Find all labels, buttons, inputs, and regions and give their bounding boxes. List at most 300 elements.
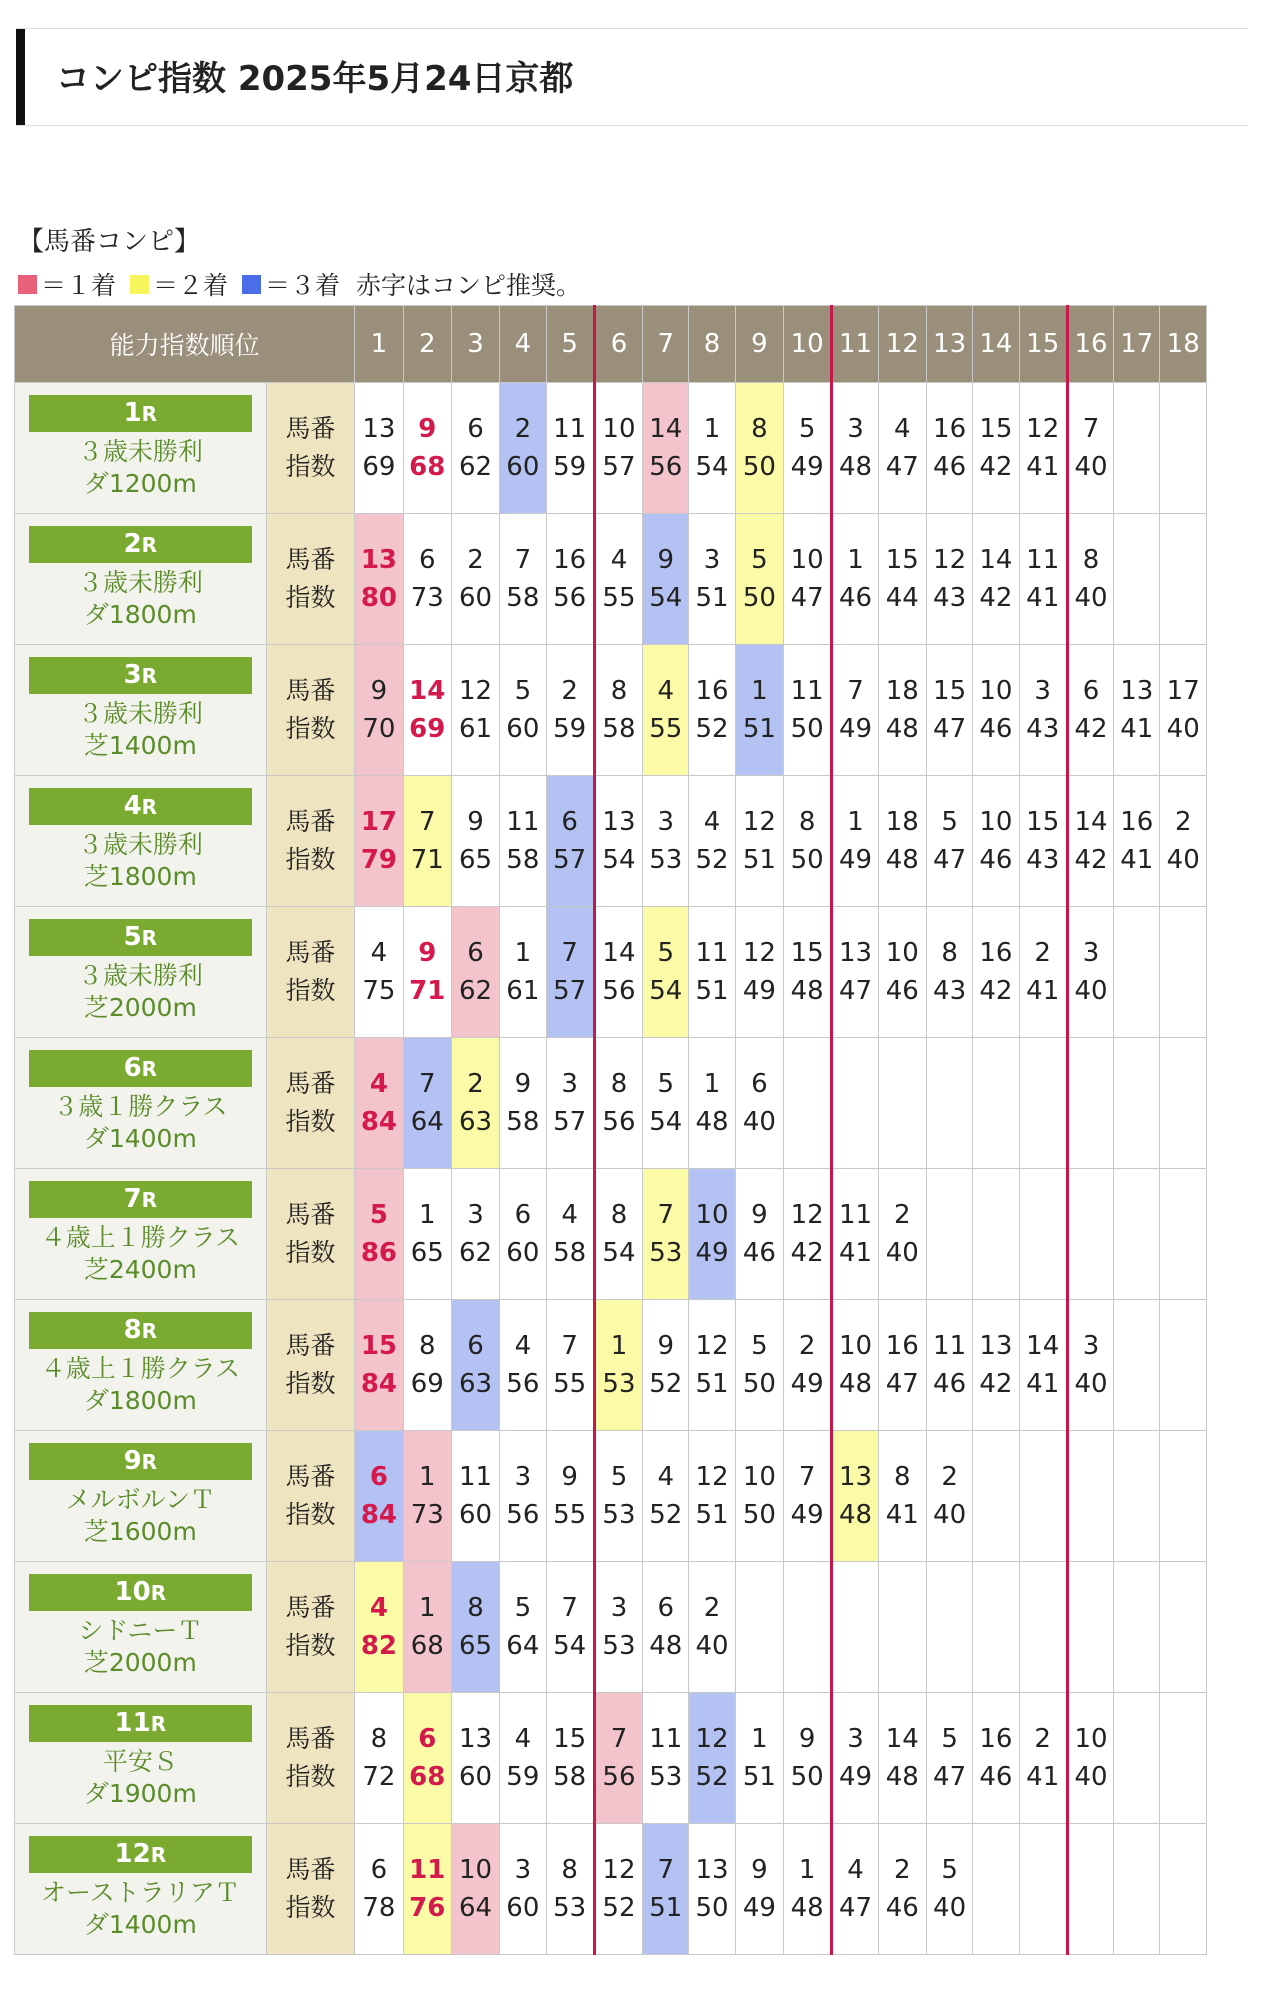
horse-index: 50 (790, 714, 824, 744)
horse-number-label: 馬番 (285, 414, 336, 443)
horse-number: 17 (360, 807, 398, 837)
horse-number: 7 (418, 1069, 436, 1099)
horse-index: 58 (506, 845, 540, 875)
horse-index: 48 (790, 976, 824, 1006)
horse-index: 46 (933, 1369, 967, 1399)
race-number-suffix: R (141, 664, 158, 688)
horse-index: 57 (553, 1107, 587, 1137)
horse-number: 16 (933, 414, 967, 444)
horse-number: 8 (610, 1069, 628, 1099)
combi-cell (546, 383, 594, 514)
horse-number: 10 (979, 807, 1013, 837)
horse-number: 3 (467, 1200, 484, 1230)
combi-cell (784, 1038, 832, 1169)
horse-number: 8 (751, 414, 768, 444)
race-info-cell (15, 383, 267, 514)
horse-number: 5 (610, 1462, 628, 1492)
combi-cell (500, 1824, 546, 1955)
combi-cell (689, 514, 735, 645)
combi-cell (355, 1431, 403, 1562)
horse-index: 57 (602, 452, 636, 482)
rank-column-header: 17 (1114, 306, 1160, 383)
combi-cell (832, 645, 878, 776)
combi-cell (451, 907, 499, 1038)
horse-number: 3 (1034, 676, 1051, 706)
horse-number: 6 (418, 545, 436, 575)
combi-cell (1067, 776, 1113, 907)
horse-index: 58 (553, 1762, 587, 1792)
horse-number: 11 (838, 1200, 873, 1230)
combi-cell (500, 776, 546, 907)
horse-index: 78 (362, 1893, 396, 1923)
combi-cell (878, 1431, 926, 1562)
race-row (15, 776, 1207, 907)
horse-number: 10 (742, 1462, 776, 1492)
horse-number: 9 (514, 1069, 532, 1099)
title-accent (16, 29, 25, 125)
race-name: ３歳未勝利 (77, 961, 203, 990)
horse-index: 84 (360, 1107, 398, 1137)
horse-number: 8 (798, 807, 816, 837)
horse-index: 51 (742, 845, 776, 875)
combi-cell (403, 776, 451, 907)
horse-number: 9 (657, 545, 675, 575)
horse-number: 17 (1166, 676, 1200, 706)
combi-cell (1067, 514, 1113, 645)
horse-number: 13 (360, 545, 398, 575)
horse-number: 4 (514, 1724, 532, 1754)
horse-number: 12 (695, 1331, 729, 1361)
horse-number: 3 (514, 1855, 532, 1885)
horse-number: 5 (941, 807, 958, 837)
race-course: 芝1800m (83, 862, 197, 891)
combi-cell (1019, 1693, 1067, 1824)
combi-cell (355, 514, 403, 645)
rank-column-header: 11 (832, 306, 878, 383)
horse-number: 18 (885, 676, 919, 706)
combi-cell (546, 1824, 594, 1955)
horse-number: 8 (467, 1593, 484, 1623)
row-label-cell (266, 1431, 355, 1562)
horse-index: 56 (506, 1500, 540, 1530)
horse-number: 6 (751, 1069, 768, 1099)
horse-index: 57 (553, 976, 587, 1006)
combi-cell (973, 645, 1019, 776)
combi-cell (355, 1562, 403, 1693)
horse-index: 47 (933, 1762, 967, 1792)
horse-number-label: 馬番 (285, 545, 336, 574)
horse-index: 48 (790, 1893, 824, 1923)
horse-number: 12 (1026, 414, 1060, 444)
race-name: ４歳上１勝クラス (40, 1354, 240, 1383)
horse-number: 7 (1082, 414, 1100, 444)
horse-number-label: 馬番 (285, 1462, 336, 1491)
combi-cell (594, 514, 642, 645)
horse-number: 9 (751, 1200, 768, 1230)
horse-index: 43 (933, 583, 967, 613)
horse-index: 58 (602, 714, 636, 744)
race-number-suffix: R (141, 533, 158, 557)
horse-index: 69 (362, 452, 396, 482)
race-number-badge[interactable] (29, 395, 252, 432)
race-course: ダ1900m (83, 1779, 197, 1808)
index-label: 指数 (285, 845, 336, 874)
horse-index: 46 (979, 1762, 1013, 1792)
horse-index: 42 (979, 583, 1013, 613)
horse-index: 72 (362, 1762, 396, 1792)
horse-number: 7 (798, 1462, 816, 1492)
horse-number: 10 (1074, 1724, 1108, 1754)
horse-number: 13 (695, 1855, 729, 1885)
combi-cell (926, 1824, 972, 1955)
race-number-suffix: R (150, 1843, 167, 1867)
combi-cell (1067, 1693, 1113, 1824)
combi-cell (832, 1693, 878, 1824)
combi-cell (689, 1300, 735, 1431)
horse-index: 41 (885, 1500, 919, 1530)
race-number-badge[interactable] (29, 1312, 252, 1349)
race-name: シドニーＴ (78, 1616, 203, 1645)
horse-number: 2 (467, 545, 484, 575)
horse-number: 14 (1074, 807, 1108, 837)
horse-index: 43 (1026, 714, 1060, 744)
horse-index: 54 (649, 1107, 683, 1137)
combi-cell (643, 1169, 689, 1300)
horse-number: 6 (418, 1724, 437, 1754)
horse-index: 59 (506, 1762, 540, 1792)
horse-index: 69 (410, 1369, 444, 1399)
combi-cell (832, 1169, 878, 1300)
horse-index: 46 (885, 976, 919, 1006)
horse-index: 41 (1026, 1762, 1060, 1792)
combi-cell (355, 1169, 403, 1300)
horse-index: 79 (360, 845, 398, 875)
combi-cell (451, 1562, 499, 1693)
combi-cell (1067, 907, 1113, 1038)
row-label-cell (266, 645, 355, 776)
combi-cell (926, 907, 972, 1038)
horse-number: 1 (751, 676, 768, 706)
legend (18, 266, 581, 302)
combi-cell (1160, 383, 1207, 514)
horse-number: 2 (467, 1069, 484, 1099)
race-number-badge[interactable] (29, 1443, 252, 1480)
combi-cell (784, 1169, 832, 1300)
race-info-cell (15, 776, 267, 907)
legend-label-2nd: ＝２着 (153, 271, 229, 300)
combi-cell (832, 776, 878, 907)
combi-cell (403, 383, 451, 514)
horse-number-label: 馬番 (285, 1724, 336, 1753)
combi-cell (1019, 514, 1067, 645)
race-row (15, 514, 1207, 645)
race-number-badge[interactable] (29, 1050, 252, 1087)
race-number: 6 (123, 1053, 142, 1083)
combi-cell (1019, 1300, 1067, 1431)
horse-index: 60 (459, 1762, 493, 1792)
horse-index: 53 (602, 1369, 636, 1399)
combi-cell (926, 1562, 972, 1693)
horse-number: 1 (514, 938, 532, 968)
horse-index: 51 (695, 1500, 729, 1530)
combi-cell (643, 383, 689, 514)
horse-index: 46 (742, 1238, 776, 1268)
legend-label-3rd: ＝３着 (265, 271, 341, 300)
combi-cell (735, 907, 783, 1038)
combi-cell (878, 1693, 926, 1824)
combi-cell (1160, 1038, 1207, 1169)
horse-number: 1 (751, 1724, 768, 1754)
combi-cell (451, 776, 499, 907)
horse-number: 3 (610, 1593, 628, 1623)
race-number-badge[interactable] (29, 657, 252, 694)
horse-index: 51 (742, 1762, 776, 1792)
combi-cell (878, 1169, 926, 1300)
combi-cell (1019, 776, 1067, 907)
combi-cell (403, 1038, 451, 1169)
horse-index: 68 (410, 1631, 444, 1661)
horse-index: 53 (649, 845, 683, 875)
horse-index: 52 (695, 714, 729, 744)
row-label-cell (266, 1300, 355, 1431)
horse-index: 55 (553, 1500, 587, 1530)
horse-number: 14 (602, 938, 636, 968)
horse-number: 11 (553, 414, 587, 444)
combi-cell (878, 645, 926, 776)
horse-number: 15 (885, 545, 919, 575)
combi-cell (451, 383, 499, 514)
combi-cell (926, 383, 972, 514)
section-title: 【馬番コンピ】 (18, 227, 201, 257)
combi-cell (403, 1824, 451, 1955)
race-course: ダ1800m (83, 600, 197, 629)
race-number: 9 (123, 1446, 142, 1476)
race-number: 4 (123, 791, 142, 821)
rank-column-header: 10 (784, 306, 832, 383)
horse-index: 49 (838, 1762, 873, 1792)
combi-cell (643, 1693, 689, 1824)
horse-index: 58 (506, 1107, 540, 1137)
race-number-suffix: R (141, 1319, 158, 1343)
horse-number: 4 (514, 1331, 532, 1361)
combi-cell (689, 907, 735, 1038)
horse-index: 41 (1120, 845, 1154, 875)
combi-cell (926, 1300, 972, 1431)
combi-cell (689, 645, 735, 776)
combi-cell (926, 1693, 972, 1824)
horse-number: 4 (561, 1200, 578, 1230)
race-number-badge[interactable] (29, 788, 252, 825)
horse-number: 11 (933, 1331, 967, 1361)
horse-number-label: 馬番 (285, 676, 336, 705)
combi-cell (926, 1038, 972, 1169)
combi-cell (1114, 907, 1160, 1038)
horse-number: 14 (649, 414, 683, 444)
horse-index: 42 (979, 452, 1013, 482)
combi-cell (643, 645, 689, 776)
combi-cell (784, 907, 832, 1038)
combi-cell (878, 776, 926, 907)
horse-index: 49 (790, 1500, 824, 1530)
horse-index: 40 (1166, 714, 1200, 744)
horse-index: 50 (742, 1369, 776, 1399)
combi-cell (1067, 1038, 1113, 1169)
horse-number: 11 (409, 1855, 446, 1885)
horse-number: 4 (610, 545, 628, 575)
combi-cell (594, 1300, 642, 1431)
horse-index: 47 (885, 1369, 919, 1399)
horse-index: 40 (1074, 583, 1108, 613)
horse-number: 6 (561, 807, 578, 837)
horse-index: 65 (459, 845, 493, 875)
combi-cell (735, 383, 783, 514)
horse-index: 53 (649, 1238, 683, 1268)
combi-cell (1019, 907, 1067, 1038)
combi-cell (355, 1824, 403, 1955)
horse-index: 59 (553, 714, 587, 744)
race-number-badge[interactable] (29, 1574, 252, 1611)
race-number-badge[interactable] (29, 1836, 252, 1873)
horse-index: 56 (602, 1762, 636, 1792)
horse-index: 68 (409, 452, 446, 482)
combi-cell (355, 1038, 403, 1169)
combi-cell (1160, 1562, 1207, 1693)
horse-index: 49 (838, 714, 873, 744)
horse-index: 41 (1026, 976, 1060, 1006)
race-name: ３歳未勝利 (77, 830, 203, 859)
race-row (15, 1824, 1207, 1955)
index-label: 指数 (285, 976, 336, 1005)
horse-number: 7 (561, 938, 578, 968)
horse-number: 10 (838, 1331, 873, 1361)
rank-column-header: 4 (500, 306, 546, 383)
rank-column-header: 1 (355, 306, 403, 383)
horse-number: 8 (1082, 545, 1100, 575)
horse-index: 60 (459, 583, 493, 613)
combi-cell (1160, 1431, 1207, 1562)
horse-index: 50 (695, 1893, 729, 1923)
horse-index: 46 (885, 1893, 919, 1923)
combi-cell (1160, 776, 1207, 907)
race-row (15, 1562, 1207, 1693)
horse-index: 84 (360, 1500, 398, 1530)
combi-cell (1067, 1431, 1113, 1562)
race-info-cell (15, 1431, 267, 1562)
combi-cell (594, 1562, 642, 1693)
race-number-suffix: R (150, 1712, 167, 1736)
horse-index: 69 (409, 714, 446, 744)
horse-index: 40 (885, 1238, 919, 1268)
horse-index: 53 (602, 1631, 636, 1661)
horse-index: 60 (506, 714, 540, 744)
race-row (15, 1169, 1207, 1300)
combi-cell (500, 1693, 546, 1824)
horse-index: 64 (506, 1631, 540, 1661)
combi-cell (735, 776, 783, 907)
horse-index: 48 (838, 1500, 873, 1530)
horse-number: 3 (847, 1724, 864, 1754)
row-label-cell (266, 1562, 355, 1693)
horse-number: 10 (459, 1855, 493, 1885)
combi-cell (355, 776, 403, 907)
horse-number: 11 (459, 1462, 493, 1492)
combi-cell (500, 645, 546, 776)
combi-cell (1160, 1169, 1207, 1300)
horse-number: 2 (894, 1200, 911, 1230)
horse-index: 48 (885, 1762, 919, 1792)
combi-cell (451, 645, 499, 776)
race-info-cell (15, 1824, 267, 1955)
index-label: 指数 (285, 1762, 336, 1791)
horse-index: 65 (410, 1238, 444, 1268)
horse-index: 51 (742, 714, 776, 744)
race-number-badge[interactable] (29, 1705, 252, 1742)
horse-number: 5 (941, 1855, 958, 1885)
horse-number: 13 (838, 1462, 873, 1492)
race-row (15, 645, 1207, 776)
horse-number: 15 (1026, 807, 1060, 837)
horse-index: 64 (410, 1107, 444, 1137)
horse-number: 2 (798, 1331, 816, 1361)
horse-index: 48 (649, 1631, 683, 1661)
horse-index: 52 (649, 1369, 683, 1399)
combi-cell (594, 1038, 642, 1169)
race-number-badge[interactable] (29, 919, 252, 956)
combi-cell (973, 1693, 1019, 1824)
horse-index: 40 (695, 1631, 729, 1661)
race-number: 1 (123, 398, 142, 428)
combi-cell (1160, 514, 1207, 645)
race-number-badge[interactable] (29, 1181, 252, 1218)
horse-number: 11 (695, 938, 729, 968)
horse-index: 62 (459, 976, 493, 1006)
horse-index: 56 (602, 1107, 636, 1137)
horse-number: 2 (941, 1462, 958, 1492)
horse-number: 13 (602, 807, 636, 837)
horse-number: 10 (602, 414, 636, 444)
horse-number: 8 (561, 1855, 578, 1885)
race-number-badge[interactable] (29, 526, 252, 563)
horse-index: 49 (790, 452, 824, 482)
combi-cell (926, 1169, 972, 1300)
race-name: メルボルンＴ (65, 1485, 216, 1514)
horse-number: 5 (657, 1069, 675, 1099)
combi-cell (784, 514, 832, 645)
combi-cell (643, 1038, 689, 1169)
combi-cell (451, 514, 499, 645)
horse-number: 7 (847, 676, 864, 706)
horse-number: 16 (553, 545, 587, 575)
combi-cell (355, 1693, 403, 1824)
horse-number: 9 (370, 676, 388, 706)
combi-cell (1114, 1693, 1160, 1824)
rank-column-header: 3 (451, 306, 499, 383)
legend-swatch-3rd (242, 275, 261, 294)
horse-index: 63 (459, 1369, 493, 1399)
combi-cell (735, 514, 783, 645)
race-course: 芝2400m (83, 1255, 197, 1284)
combi-cell (1160, 1693, 1207, 1824)
race-row (15, 1038, 1207, 1169)
horse-number: 5 (751, 1331, 768, 1361)
race-row (15, 1431, 1207, 1562)
race-course: 芝2000m (83, 1648, 197, 1677)
horse-index: 50 (790, 1762, 824, 1792)
horse-index: 48 (885, 845, 919, 875)
combi-cell (1114, 776, 1160, 907)
horse-number: 5 (369, 1200, 388, 1230)
combi-cell (500, 1431, 546, 1562)
